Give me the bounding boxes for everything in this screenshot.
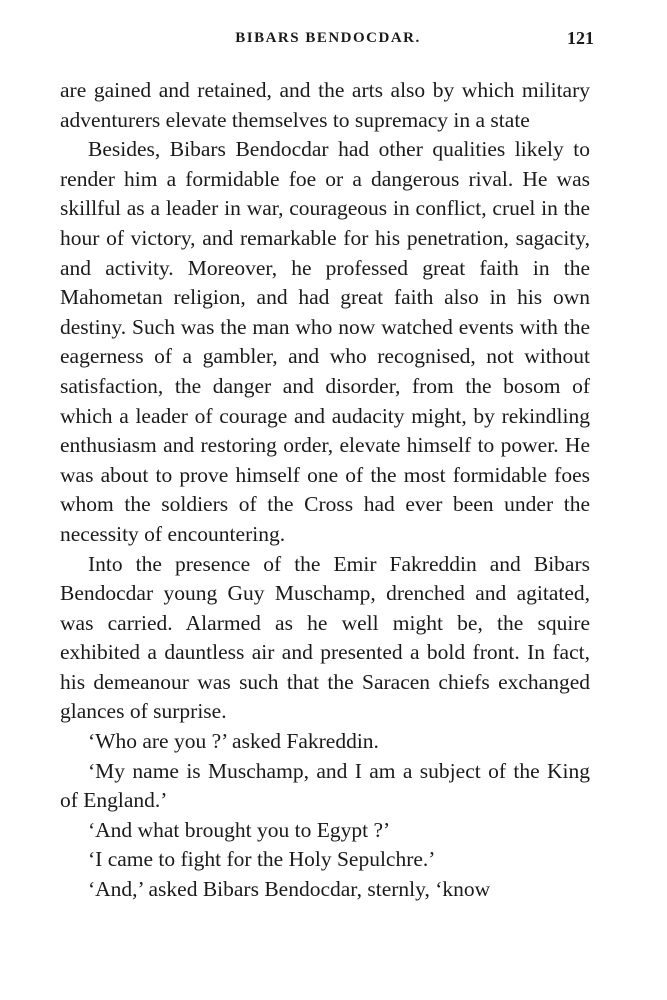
body-text	[60, 76, 590, 905]
dialogue-line: ‘And,’ asked Bibars Bendocdar, sternly, ‘know	[88, 877, 491, 902]
dialogue-line: ‘Who are you ?’ asked Fakreddin.	[88, 729, 379, 754]
running-head	[60, 30, 596, 54]
dialogue-line: ‘My name is Muschamp, and I am a subject of the King of England.’	[60, 758, 590, 813]
dialogue-line: ‘And what brought you to Egypt ?’	[88, 817, 391, 842]
page-number: 121	[567, 28, 594, 48]
running-title: BIBARS BENDOCDAR.	[235, 30, 421, 46]
paragraph-muschamp-presence: Into the presence of the Emir Fakreddin and Bibars Bendocdar young Guy Muschamp, drenched and agitated, was carried. Alarmed as he well might be, the squire exhibited a dauntless air and presented a bold front. In fact, his demeanour was such that the Saracen chiefs exchanged glances of surprise.	[60, 551, 590, 724]
paragraph-continuation: are gained and retained, and the arts also by which military adventurers elevate themselves to supremacy in a state	[60, 78, 590, 132]
paragraph-bibars-qualities: Besides, Bibars Bendocdar had other qualities likely to render him a formidable foe or a dangerous rival. He was skillful as a leader in war, courageous in conflict, cruel in the hour of victory, and remarkable for his penetration, sagacity, and activity. Moreover, he professed great faith in the Mahometan religion, and had great faith also in his own destiny. Such was the man who now watched events with the eagerness of a gambler, and who recognised, not without satisfaction, the danger and disorder, from the bosom of which a leader of courage and audacity might, by rekindling enthusiasm and restoring order, elevate himself to power. He was about to prove himself one of the most formidable foes whom the soldiers of the Cross had ever been under the necessity of encountering.	[60, 137, 590, 546]
dialogue-line: ‘I came to fight for the Holy Sepulchre.’	[88, 847, 436, 872]
